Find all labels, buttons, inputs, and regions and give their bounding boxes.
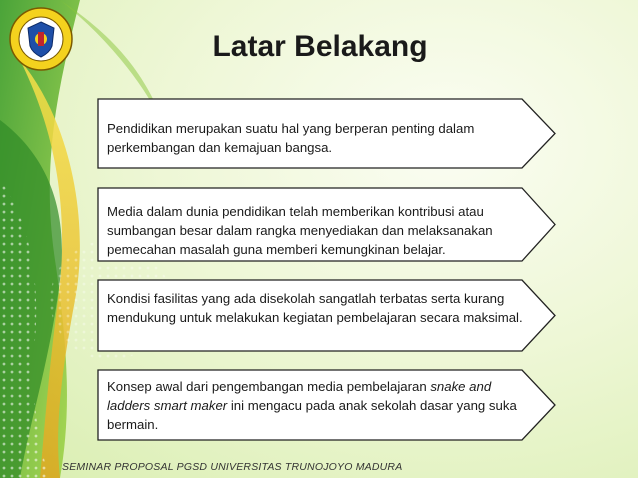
point-text-part: Konsep awal dari pengembangan media pembelajaran	[107, 379, 431, 394]
point-text: Media dalam dunia pendidikan telah memberikan kontribusi atau sumbangan besar dalam rangka menyediakan dan melaksanakan pemecahan masalah guna memberi kemungkinan belajar.	[107, 204, 493, 257]
point-text: Pendidikan merupakan suatu hal yang berperan penting dalam perkembangan dan kemajuan bangsa.	[107, 121, 475, 155]
university-logo-icon	[8, 6, 74, 72]
point-text-part: ini mengacu pada anak sekolah dasar yang suka bermain.	[107, 398, 517, 432]
background-point-2	[97, 187, 556, 262]
point-text	[97, 369, 556, 434]
slide-title: Latar Belakang	[212, 30, 428, 63]
background-point-4	[97, 369, 556, 441]
footer-text: SEMINAR PROPOSAL PGSD UNIVERSITAS TRUNOJOYO MADURA	[62, 461, 403, 473]
background-point-1	[97, 98, 556, 169]
point-text-emphasis: snake and ladders smart maker	[107, 379, 492, 413]
background-point-3	[97, 279, 556, 352]
point-text: Kondisi fasilitas yang ada disekolah sangatlah terbatas serta kurang mendukung untuk melakukan kegiatan pembelajaran secara maksimal.	[107, 291, 523, 325]
